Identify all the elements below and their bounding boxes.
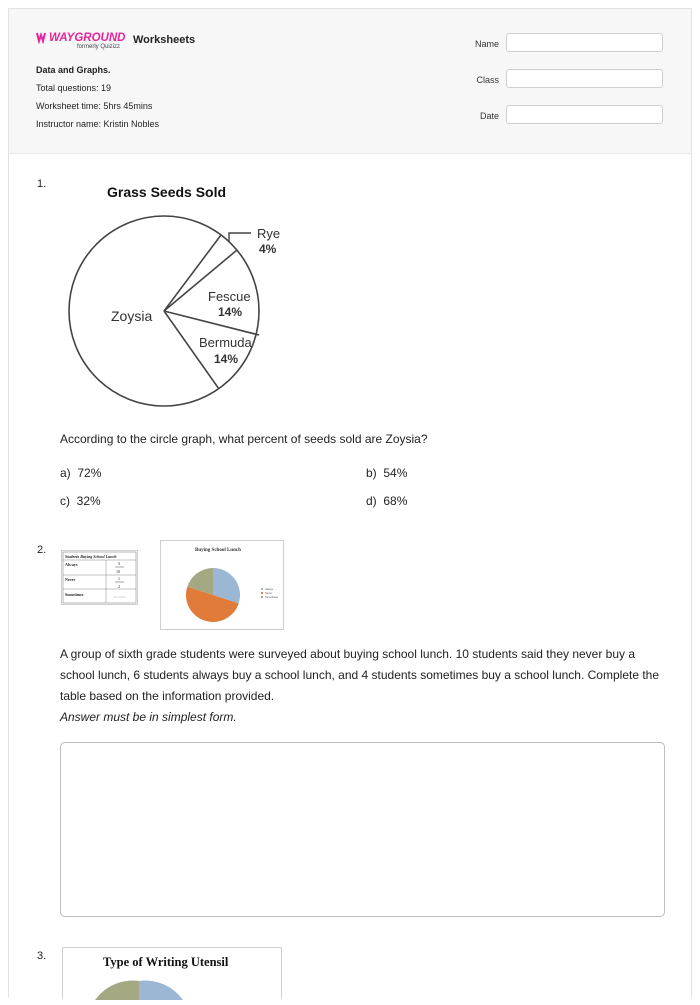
option-text: 68% [383,494,408,508]
lunch-legend [261,587,279,599]
pie-slice-1 [95,981,139,1000]
option-text: 72% [77,466,102,480]
row-label-never: Never [65,577,76,582]
grass-seeds-pie-chart [61,175,286,415]
answer-textarea[interactable] [60,742,665,917]
option-text: 32% [76,494,101,508]
lunch-chart-image [160,540,284,630]
wayground-logo-mark [36,30,136,44]
legend-swatch [261,588,263,590]
option-c[interactable] [60,494,101,508]
slice-value-bermuda: 14% [214,352,239,366]
class-label: Class [476,75,499,85]
slice-value-fescue: 14% [218,305,243,319]
legend-label: Never [265,592,272,595]
buying-lunch-pie-chart [161,541,283,629]
always-numerator: 3 [118,561,120,566]
always-denominator: 10 [116,569,120,574]
slice-label-fescue: Fescue [208,289,251,304]
total-questions: Total questions: 19 [36,83,112,93]
question-2-note: Answer must be in simplest form. [60,710,237,724]
lunch-table [62,551,137,604]
option-text: 54% [383,466,408,480]
worksheet [8,8,692,998]
date-field[interactable] [506,105,663,124]
worksheet-subject: Data and Graphs. [36,65,111,75]
lunch-table-image [61,550,138,605]
legend-label: Sometimes [265,596,278,599]
row-label-sometimes: Sometimes [65,592,84,597]
class-field[interactable] [506,69,663,88]
date-field-row [464,105,664,127]
option-b[interactable] [366,466,407,480]
pie-slice-2 [139,981,183,1000]
question-1-number: 1. [37,178,47,190]
rye-leader-line [229,233,251,242]
legend-label: Always [265,588,274,591]
date-label: Date [479,111,499,121]
logo-subtext: formerly Quizizz [77,44,121,50]
slice-label-rye: Rye [257,226,281,241]
name-field-row [464,33,664,55]
lunch-pie-slices [186,568,240,622]
question-1-chart [61,175,286,415]
question-3-number: 3. [37,950,47,962]
name-field[interactable] [506,33,663,52]
svg-text:WAYGROUND: WAYGROUND [49,32,126,44]
option-letter: b) [366,466,377,480]
row-label-always: Always [65,562,78,567]
slice-label-bermuda: Bermuda [199,335,252,350]
table-title: Students Buying School Lunch [65,554,117,559]
question-3-chart [62,947,282,999]
slice-label-zoysia: Zoysia [111,308,153,324]
option-d[interactable] [366,494,407,508]
slice-value-rye: 4% [259,242,277,256]
question-1-text: According to the circle graph, what percent of seeds sold are Zoysia? [60,432,428,446]
chart-title: Type of Writing Utensil [103,955,229,969]
legend-swatch [261,592,263,594]
worksheet-meta [36,65,159,137]
option-letter: d) [366,494,377,508]
option-letter: c) [60,494,70,508]
lunch-chart-title: Buying School Lunch [195,548,241,553]
chart-title: Grass Seeds Sold [107,184,227,200]
worksheet-header [9,9,691,154]
worksheet-time: Worksheet time: 5hrs 45mins [36,101,153,111]
writing-utensil-pie-chart [63,948,281,1000]
never-denominator: 2 [118,584,120,589]
never-numerator: 1 [118,576,120,581]
question-2-text: A group of sixth grade students were surveyed about buying school lunch. 10 students said they never buy a school lunch, 6 students always buy a school lunch, and 4 students sometimes buy a school lunch. Complete the table based on the information provided. [60,647,660,703]
instructor-name: Instructor name: Kristin Nobles [36,119,160,129]
option-a[interactable] [60,466,101,480]
class-field-row [464,69,664,91]
question-2-number: 2. [37,544,47,556]
page-title: Worksheets [133,34,196,46]
name-label: Name [474,39,499,49]
legend-swatch [261,596,263,598]
option-letter: a) [60,466,71,480]
